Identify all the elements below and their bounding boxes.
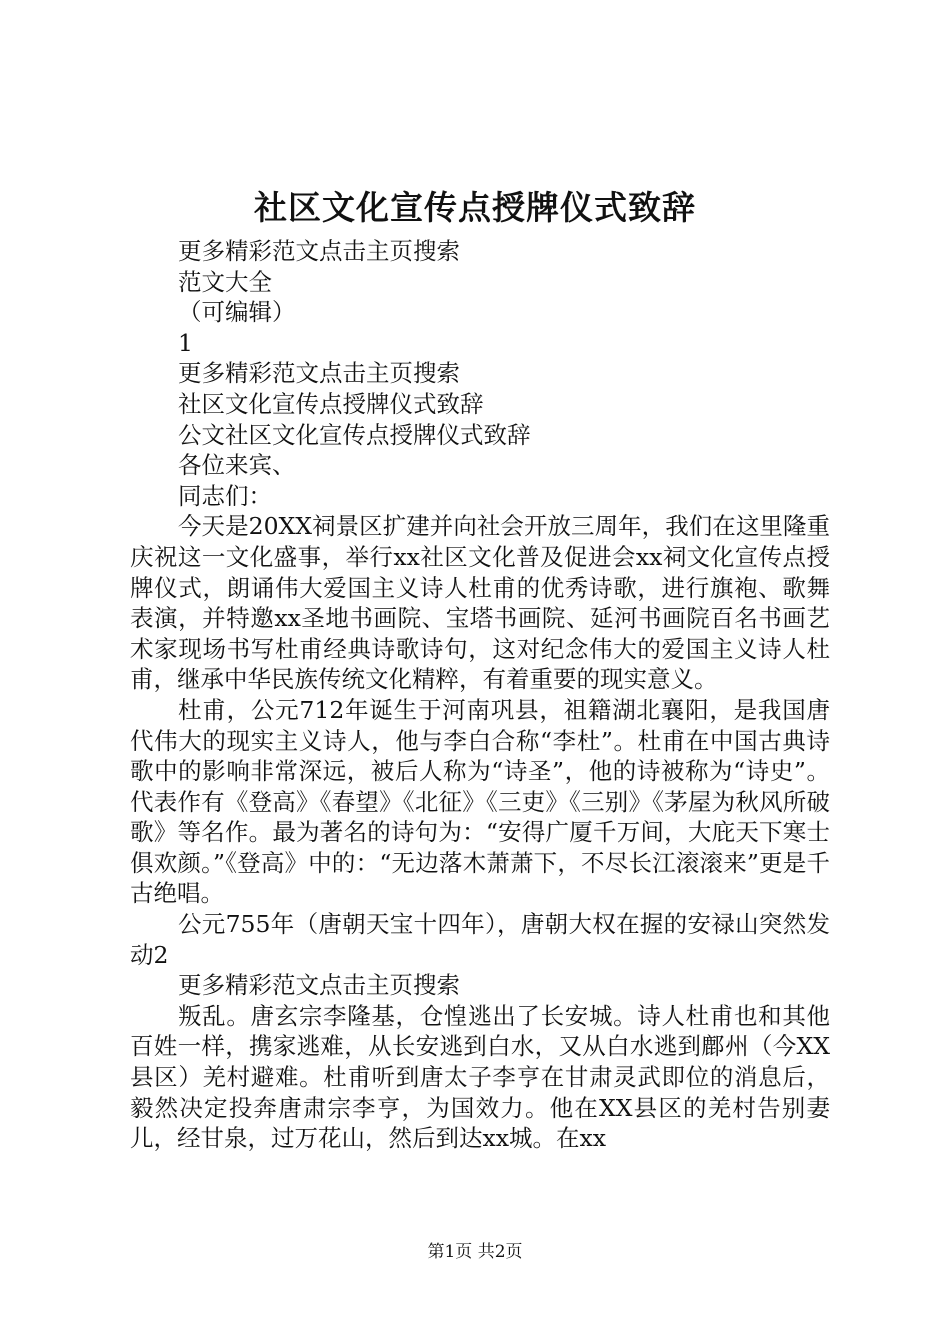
header-line-editable: （可编辑） bbox=[178, 298, 296, 327]
header-line-page-number: 1 bbox=[178, 328, 193, 357]
page-footer: 第1页 共2页 bbox=[427, 1242, 523, 1262]
paragraph-du-fu-biography: 杜甫，公元712年诞生于河南巩县，祖籍湖北襄阳，是我国唐代伟大的现实主义诗人，他与李白合称“李杜”。杜甫在中国古典诗歌中的影响非常深远，被后人称为“诗圣”，他的诗被称为“诗史”。代表作有《登高》《春望》《北征》《三吏》《三别》《茅屋为秋风所破歌》等名作。最为著名的诗句为：“安得广厦千万间，大庇天下寒士俱欢颜。”《登高》中的：“无边落木萧萧下，不尽长江滚滚来”更是千古绝唱。 bbox=[130, 695, 830, 908]
paragraph-opening: 今天是20XX祠景区扩建并向社会开放三周年，我们在这里隆重庆祝这一文化盛事，举行xx社区文化普及促进会xx祠文化宣传点授牌仪式，朗诵伟大爱国主义诗人杜甫的优秀诗歌，进行旗袍、歌舞表演，并特邀xx圣地书画院、宝塔书画院、延河书画院百名书画艺术家现场书写杜甫经典诗歌诗句，这对纪念伟大的爱国主义诗人杜甫，继承中华民族传统文化精粹，有着重要的现实意义。 bbox=[130, 512, 830, 694]
paragraph-an-lushan: 公元755年（唐朝天宝十四年），唐朝大权在握的安禄山突然发动2 bbox=[130, 910, 830, 969]
document-body bbox=[130, 236, 830, 1154]
header-line-official-title: 公文社区文化宣传点授牌仪式致辞 bbox=[178, 420, 531, 449]
document-title: 社区文化宣传点授牌仪式致辞 bbox=[254, 188, 696, 227]
page-repeat-line: 更多精彩范文点击主页搜索 bbox=[178, 971, 460, 1000]
header-line-subtitle: 社区文化宣传点授牌仪式致辞 bbox=[178, 389, 484, 418]
header-line-essay-collection: 范文大全 bbox=[178, 267, 272, 296]
header-line-more-essays-2: 更多精彩范文点击主页搜索 bbox=[178, 359, 460, 388]
header-line-more-essays: 更多精彩范文点击主页搜索 bbox=[178, 237, 460, 265]
salutation-comrades: 同志们： bbox=[178, 481, 272, 510]
salutation-guests: 各位来宾、 bbox=[178, 451, 296, 480]
paragraph-continued: 叛乱。唐玄宗李隆基，仓惶逃出了长安城。诗人杜甫也和其他百姓一样，携家逃难，从长安逃到白水，又从白水逃到鄜州（今XX县区）羌村避难。杜甫听到唐太子李亨在甘肃灵武即位的消息后，毅然决定投奔唐肃宗李亨，为国效力。他在XX县区的羌村告别妻儿，经甘泉，过万花山，然后到达xx城。在xx bbox=[130, 1001, 830, 1153]
